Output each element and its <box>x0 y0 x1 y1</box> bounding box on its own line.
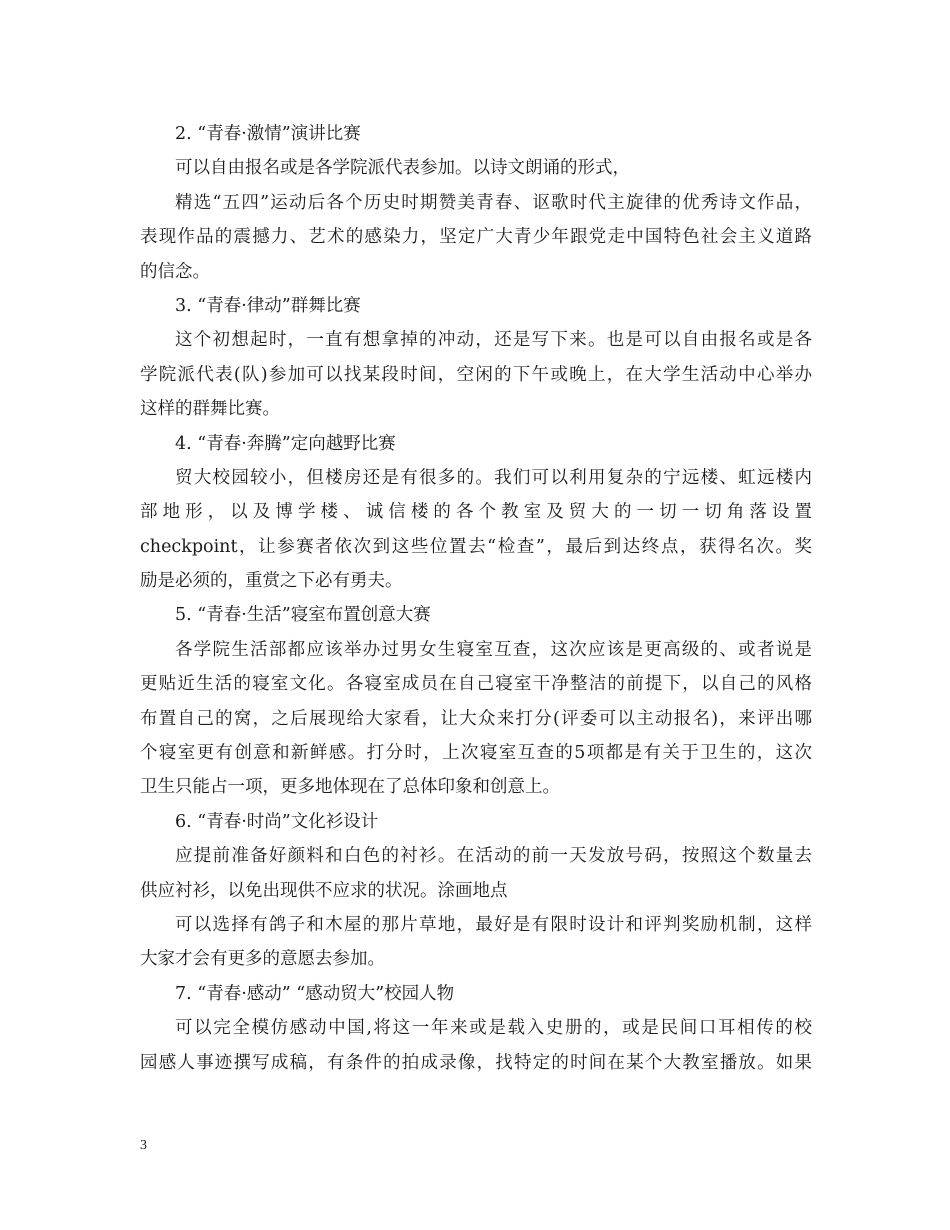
page-number: 3 <box>140 1138 147 1153</box>
text-line: 布置自己的窝，之后展现给大家看，让大众来打分(评委可以主动报名)，来评出哪 <box>140 708 812 729</box>
text-line: 2. “青春·激情”演讲比赛 <box>175 124 361 144</box>
text-line: 学院派代表(队)参加可以找某段时间，空闲的下午或晚上，在大学生活动中心举办 <box>140 364 812 385</box>
text-line: 精选“五四”运动后各个历史时期赞美青春、讴歌时代主旋律的优秀诗文作品， <box>175 192 812 213</box>
text-line: 更贴近生活的寝室文化。各寝室成员在自己寝室干净整洁的前提下，以自己的风格 <box>140 674 812 695</box>
text-line: 7. “青春·感动” “感动贸大”校园人物 <box>175 983 455 1004</box>
text-line: 个寝室更有创意和新鲜感。打分时，上次寝室互查的5项都是有关于卫生的，这次 <box>140 743 812 764</box>
text-line: 供应衬衫，以免出现供不应求的状况。涂画地点 <box>140 880 508 901</box>
text-line: 应提前准备好颜料和白色的衬衫。在活动的前一天发放号码，按照这个数量去 <box>175 846 812 867</box>
text-line: 贸大校园较小，但楼房还是有很多的。我们可以利用复杂的宁远楼、虹远楼内 <box>175 467 812 488</box>
text-line: 3. “青春·律动”群舞比赛 <box>175 295 361 316</box>
text-line: 园感人事迹撰写成稿，有条件的拍成录像，找特定的时间在某个大教室播放。如果 <box>140 1052 812 1073</box>
text-line: 这个初想起时，一直有想拿掉的冲动，还是写下来。也是可以自由报名或是各 <box>175 330 812 351</box>
text-line: 励是必须的，重赏之下必有勇夫。 <box>140 571 403 592</box>
text-line: checkpoint，让参赛者依次到这些位置去“检查”，最后到达终点，获得名次。奖 <box>140 536 812 557</box>
text-line: 表现作品的震撼力、艺术的感染力，坚定广大青少年跟党走中国特色社会主义道路 <box>140 227 812 248</box>
text-line: 部地形，以及博学楼、诚信楼的各个教室及贸大的一切一切角落设置 <box>140 502 812 523</box>
text-line: 5. “青春·生活”寝室布置创意大赛 <box>175 605 431 626</box>
text-line: 可以自由报名或是各学院派代表参加。以诗文朗诵的形式， <box>175 158 630 179</box>
text-line: 的信念。 <box>140 261 210 282</box>
text-line: 可以选择有鸽子和木屋的那片草地，最好是有限时设计和评判奖励机制，这样 <box>175 914 812 935</box>
document-body <box>140 117 812 1080</box>
text-line: 6. “青春·时尚”文化衫设计 <box>175 811 379 832</box>
text-line: 可以完全模仿感动中国,将这一年来或是载入史册的，或是民间口耳相传的校 <box>175 1018 812 1039</box>
text-line: 各学院生活部都应该举办过男女生寝室互查，这次应该是更高级的、或者说是 <box>175 639 812 660</box>
text-line: 卫生只能占一项，更多地体现在了总体印象和创意上。 <box>140 777 560 798</box>
text-line: 4. “青春·奔腾”定向越野比赛 <box>175 433 396 454</box>
text-line: 这样的群舞比赛。 <box>140 399 280 420</box>
text-line: 大家才会有更多的意愿去参加。 <box>140 949 385 970</box>
